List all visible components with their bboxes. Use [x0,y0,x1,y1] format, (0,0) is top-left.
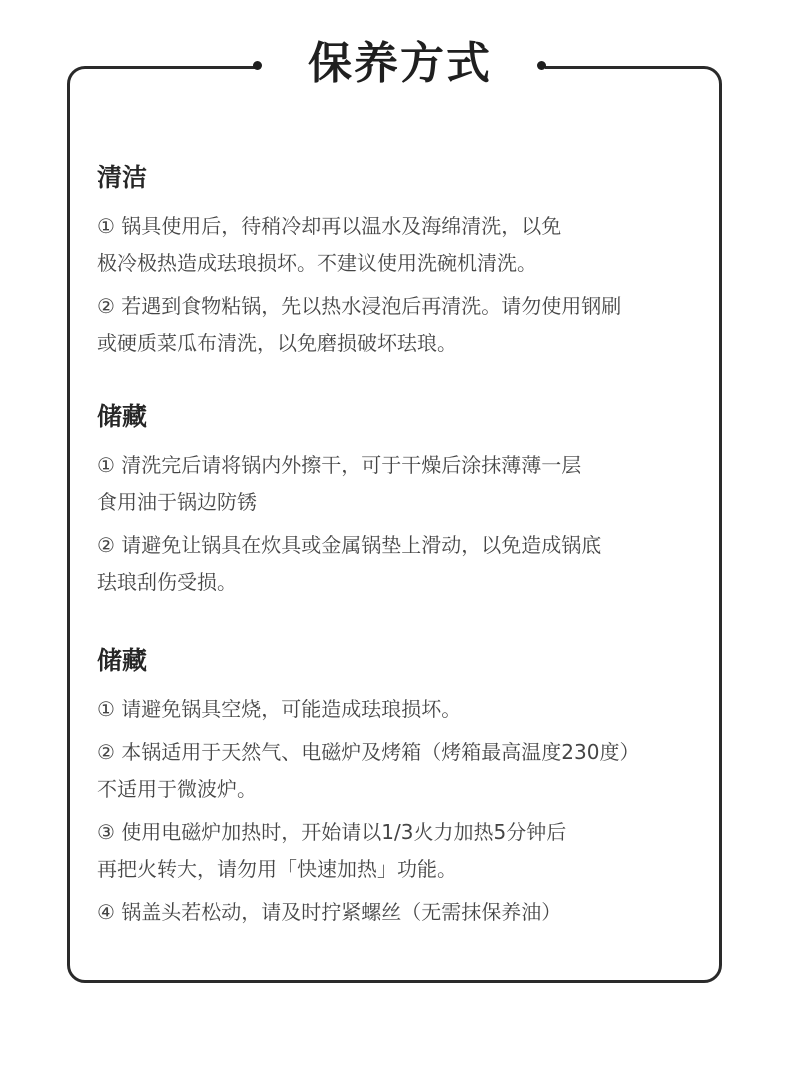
list-item [97,527,707,601]
list-item [97,208,707,282]
title-dot-left-icon [253,61,262,70]
item-line: ① 请避免锅具空烧，可能造成珐琅损坏。 [97,697,462,721]
list-item [97,814,707,888]
list-item [97,288,707,362]
item-line: ④ 锅盖头若松动，请及时拧紧螺丝（无需抹保养油） [97,900,562,924]
section-items [97,208,707,362]
section-heading: 储藏 [97,646,148,675]
title-dot-right-icon [537,61,546,70]
item-line: 极冷极热造成珐琅损坏。不建议使用洗碗机清洗。 [97,251,537,275]
section-heading: 储藏 [97,402,148,431]
section-usage [97,643,707,931]
item-line: 不适用于微波炉。 [97,777,257,801]
item-line: ③ 使用电磁炉加热时，开始请以1/3火力加热5分钟后 [97,820,567,844]
title-container [255,25,545,103]
item-line: ① 锅具使用后，待稍冷却再以温水及海绵清洗，以免 [97,214,562,238]
list-item [97,691,707,728]
section-storage [97,399,707,601]
list-item [97,447,707,521]
list-item [97,894,707,931]
item-line: ① 清洗完后请将锅内外擦干，可于干燥后涂抹薄薄一层 [97,453,582,477]
section-heading: 清洁 [97,163,148,192]
section-cleaning [97,160,707,362]
item-line: ② 本锅适用于天然气、电磁炉及烤箱（烤箱最高温度230度） [97,740,640,764]
item-line: ② 请避免让锅具在炊具或金属锅垫上滑动，以免造成锅底 [97,533,602,557]
section-items [97,691,707,931]
item-line: 食用油于锅边防锈 [97,490,257,514]
item-line: ② 若遇到食物粘锅，先以热水浸泡后再清洗。请勿使用钢刷 [97,294,622,318]
page-title: 保养方式 [308,38,492,89]
section-items [97,447,707,601]
item-line: 再把火转大，请勿用「快速加热」功能。 [97,857,457,881]
list-item [97,734,707,808]
item-line: 珐琅刮伤受损。 [97,570,237,594]
item-line: 或硬质菜瓜布清洗，以免磨损破坏珐琅。 [97,331,457,355]
